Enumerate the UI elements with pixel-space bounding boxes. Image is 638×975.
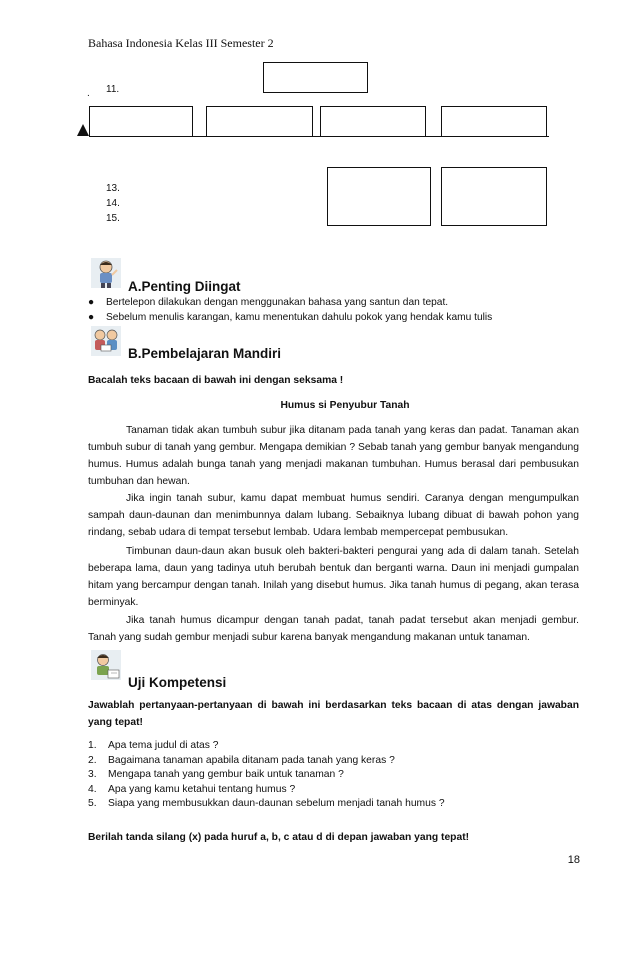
section-a-title: A.Penting Diingat <box>128 279 241 294</box>
question-text: Apa yang kamu ketahui tentang humus ? <box>108 783 296 795</box>
number-13: 13. <box>106 183 120 194</box>
diagram-box-bottom-1 <box>327 167 431 226</box>
quiz-instruction: Jawablah pertanyaan-pertanyaan di bawah ini berdasarkan teks bacaan di atas dengan jawaban yang tepat! <box>88 700 579 728</box>
bullet-1 <box>88 297 448 308</box>
diagram-box-row-4 <box>441 106 547 137</box>
diagram-box-row-3 <box>320 106 426 137</box>
question-text: Bagaimana tanaman apabila ditanam pada tanah yang keras ? <box>108 754 395 766</box>
list-item <box>88 797 445 812</box>
triangle-marker-icon <box>77 124 89 136</box>
paragraph-2-text: Jika ingin tanah subur, kamu dapat membuat humus sendiri. Caranya dengan mengumpulkan sampah daun-daunan dan menimbunnya dalam lubang. Sebaiknya lubang dibuat di bawah pohon yang rindang, sebab udara di tempat tersebut lembab. Udara lembab mempercepat pembusukan. <box>88 493 579 538</box>
question-number: 1. <box>88 740 97 751</box>
stray-dot: . <box>87 88 90 99</box>
paragraph-4-text: Jika tanah humus dicampur dengan tanah padat, tanah padat tersebut akan menjadi gembur. Tanah yang sudah gembur menjadi subur karena banyak mengandung makanan untuk tanaman. <box>88 615 579 643</box>
question-number: 5. <box>88 798 97 809</box>
question-number: 4. <box>88 783 97 795</box>
question-list <box>88 739 445 812</box>
paragraph-1 <box>88 422 579 490</box>
reading-instruction: Bacalah teks bacaan di bawah ini dengan seksama ! <box>88 375 344 386</box>
section-c-title: Uji Kompetensi <box>128 675 227 690</box>
number-14: 14. <box>106 198 120 209</box>
list-item <box>88 783 445 798</box>
bullet-2-text: Sebelum menulis karangan, kamu menentukan dahulu pokok yang hendak kamu tulis <box>106 312 493 323</box>
question-text: Siapa yang membusukkan daun-daunan sebelum menjadi tanah humus ? <box>108 798 445 809</box>
multiple-choice-instruction: Berilah tanda silang (x) pada huruf a, b, c atau d di depan jawaban yang tepat! <box>88 832 470 843</box>
number-11: 11. <box>106 84 120 95</box>
section-b-title: B.Pembelajaran Mandiri <box>128 346 282 361</box>
bullet-1-text: Bertelepon dilakukan dengan menggunakan bahasa yang santun dan tepat. <box>106 297 449 308</box>
question-number: 2. <box>88 754 97 766</box>
paragraph-1-text: Tanaman tidak akan tumbuh subur jika ditanam pada tanah yang keras dan padat. Tanaman akan tumbuh subur di tanah yang gembur. Mengapa demikian ? Sebab tanah yang gembur banyak mengandung humus. Humus adalah bunga tanah yang menjadi makanan tumbuhan. Humus berasal dari pembusukan tumbuhan dan hewan. <box>88 425 579 487</box>
diagram-box-top <box>263 62 368 93</box>
child-thinking-icon <box>91 258 121 288</box>
diagram-box-bottom-2 <box>441 167 547 226</box>
number-15: 15. <box>106 213 120 224</box>
page-number: 18 <box>567 854 580 866</box>
child-writing-icon <box>91 650 121 680</box>
paragraph-3 <box>88 543 579 611</box>
bullet-dot: ● <box>88 297 95 308</box>
paragraph-2 <box>88 490 579 541</box>
list-item <box>88 754 445 769</box>
question-text: Mengapa tanah yang gembur baik untuk tanaman ? <box>108 769 344 780</box>
reading-title: Humus si Penyubur Tanah <box>280 400 410 411</box>
page-header: Bahasa Indonesia Kelas III Semester 2 <box>88 36 274 50</box>
paragraph-3-text: Timbunan daun-daun akan busuk oleh bakteri-bakteri pengurai yang ada di dalam tanah. Setelah beberapa lama, daun yang tadinya utuh berubah bentuk dan berganti warna. Daun ini menjadi gumpalan hitam yang bercampur dengan tanah. Inilah yang disebut humus. Jika tanah humus di pegang, akan terasa berminyak. <box>88 546 579 608</box>
question-text: Apa tema judul di atas ? <box>108 740 219 751</box>
question-number: 3. <box>88 769 97 780</box>
list-item <box>88 768 445 783</box>
children-reading-icon <box>91 326 121 356</box>
paragraph-4 <box>88 612 579 646</box>
bullet-dot: ● <box>88 312 95 323</box>
bullet-2 <box>88 312 492 323</box>
diagram-box-row-1 <box>89 106 193 137</box>
diagram-box-row-2 <box>206 106 313 137</box>
list-item <box>88 739 445 754</box>
